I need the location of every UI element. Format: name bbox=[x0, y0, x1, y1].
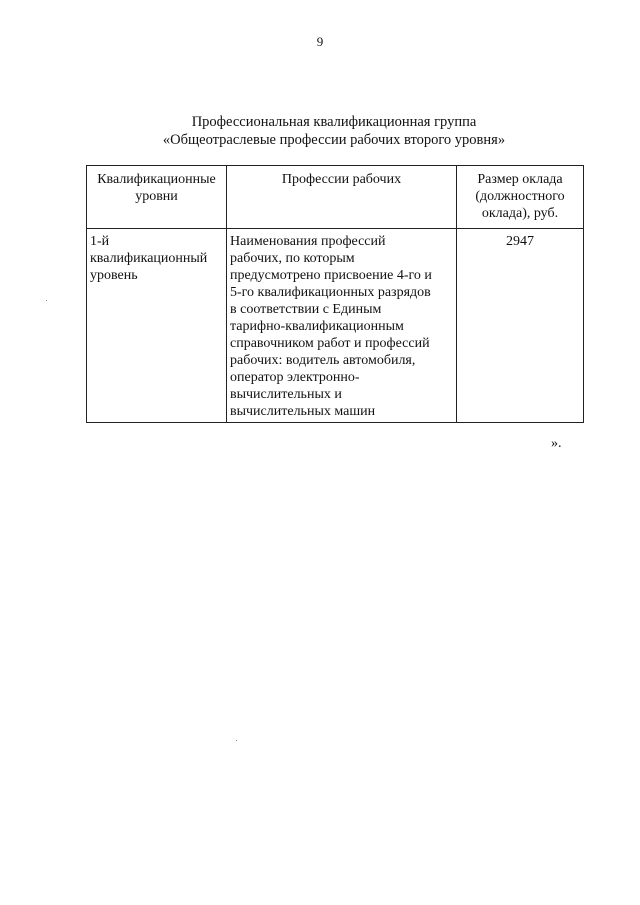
profession-line: рабочих: водитель автомобиля, bbox=[230, 353, 416, 368]
header-cell-line: оклада), руб. bbox=[481, 206, 559, 221]
salary-value: 2947 bbox=[506, 234, 534, 249]
header-qualification-levels bbox=[87, 166, 227, 229]
table-row bbox=[87, 229, 584, 423]
header-cell-line: Профессии рабочих bbox=[281, 172, 402, 187]
header-cell-line: уровни bbox=[135, 189, 178, 204]
profession-line: тарифно-квалификационным bbox=[230, 319, 404, 334]
section-title-line-1: Профессиональная квалификационная группа bbox=[191, 114, 477, 130]
profession-line: вычислительных и bbox=[230, 387, 342, 402]
scan-speck bbox=[236, 740, 237, 741]
header-salary-size bbox=[457, 166, 584, 229]
section-title bbox=[0, 113, 640, 149]
header-cell-line: (должностного bbox=[475, 189, 565, 204]
level-line: квалификационный bbox=[90, 251, 208, 266]
salary-table bbox=[86, 165, 584, 423]
header-cell-line: Размер оклада bbox=[477, 172, 563, 187]
profession-line: рабочих, по которым bbox=[230, 251, 355, 266]
level-line: уровень bbox=[90, 268, 138, 283]
profession-line: вычислительных машин bbox=[230, 404, 376, 419]
page-number: 9 bbox=[316, 34, 324, 49]
profession-line: справочником работ и профессий bbox=[230, 336, 430, 351]
qualification-level-cell bbox=[87, 229, 227, 423]
level-line: 1-й bbox=[90, 234, 110, 249]
section-title-line-2: «Общеотраслевые профессии рабочих второго уровня» bbox=[162, 132, 506, 148]
closing-quote-mark: ». bbox=[551, 436, 562, 451]
profession-line: Наименования профессий bbox=[230, 234, 386, 249]
header-worker-professions bbox=[227, 166, 457, 229]
profession-line: предусмотрено присвоение 4-го и bbox=[230, 268, 432, 283]
professions-cell bbox=[227, 229, 457, 423]
header-cell-line: Квалификационные bbox=[97, 172, 216, 187]
salary-cell bbox=[457, 229, 584, 423]
profession-line: оператор электронно- bbox=[230, 370, 360, 385]
table-header-row bbox=[87, 166, 584, 229]
profession-line: 5-го квалификационных разрядов bbox=[230, 285, 431, 300]
profession-line: в соответствии с Единым bbox=[230, 302, 382, 317]
scan-speck bbox=[46, 300, 47, 301]
